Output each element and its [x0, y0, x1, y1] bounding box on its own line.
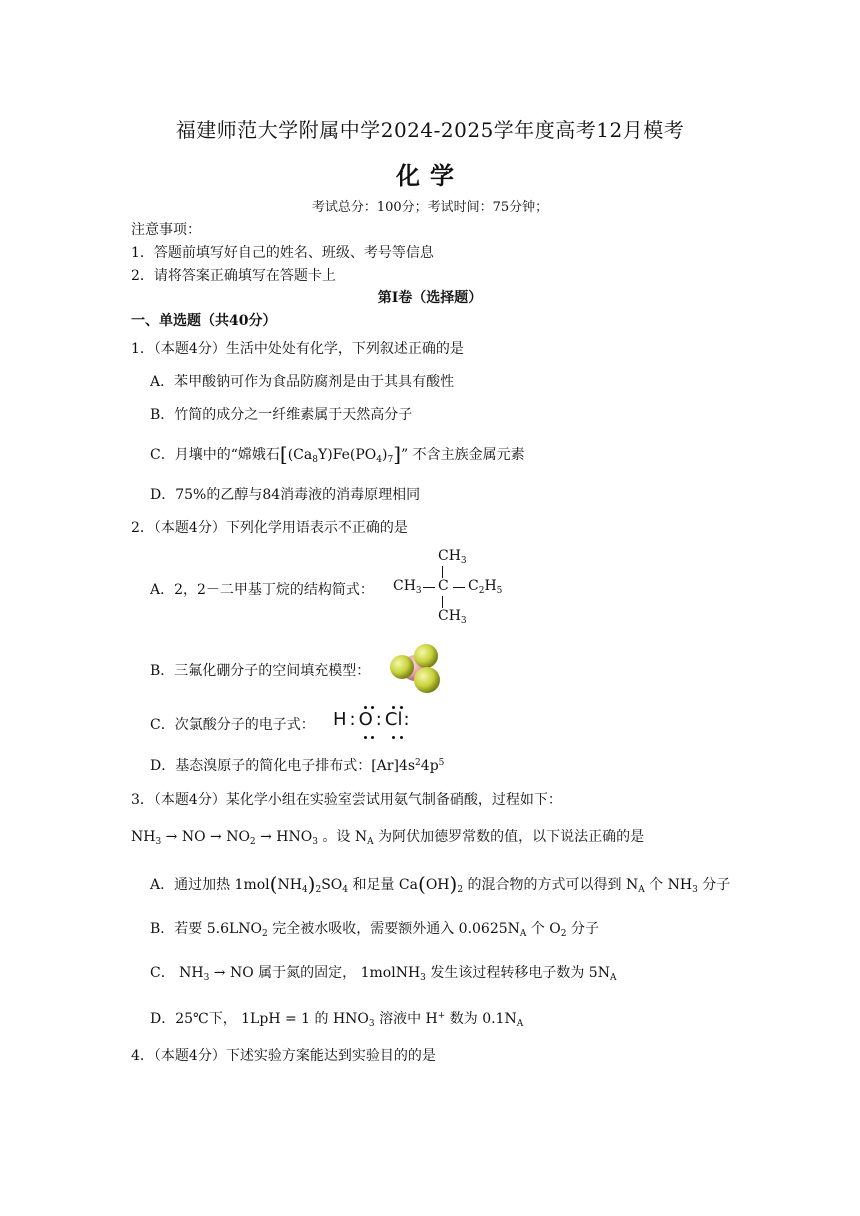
question-2-option-b: B．三氟化硼分子的空间填充模型：	[150, 663, 371, 679]
bond-vertical	[442, 596, 443, 608]
fluorine-atom	[390, 655, 414, 679]
exam-title: 福建师范大学附属中学2024-2025学年度高考12月模考	[175, 118, 685, 142]
question-4-stem: 4．（本题4分）下述实验方案能达到实验目的的是	[131, 1048, 436, 1064]
fluorine-atom	[414, 667, 440, 693]
lone-pair-dot	[364, 706, 367, 709]
methyl-left: $CH_3$	[393, 578, 422, 596]
bf3-space-filling-model	[385, 640, 447, 696]
question-1-option-a: A．苯甲酸钠可作为食品防腐剂是由于其具有酸性	[150, 374, 455, 390]
question-1-option-d: D．75%的乙醇与84消毒液的消毒原理相同	[150, 487, 421, 503]
question-2-stem: 2．（本题4分）下列化学用语表示不正确的是	[131, 520, 408, 536]
exam-meta: 考试总分：100分；考试时间：75分钟；	[311, 200, 549, 215]
bond-vertical	[442, 566, 443, 578]
lone-pair-dot	[371, 736, 374, 739]
question-3-reaction-line: $NH_3$ → NO → $NO_2 \to HNO_3$ 。设 $N_A$ 为阿伏加德罗常数的值，以下说法正确的是	[131, 829, 645, 847]
lone-pair-dot	[364, 736, 367, 739]
question-1-stem: 1．（本题4分）生活中处处有化学，下列叙述正确的是	[131, 341, 464, 357]
methyl-bottom: $CH_3$	[438, 608, 467, 626]
section-title: 一、单选题（共40分）	[131, 313, 277, 329]
question-2-option-c: C．次氯酸分子的电子式：	[150, 717, 315, 733]
question-3-option-d: D．25℃下， 1LpH = 1 的 $HNO_3$ 溶液中 H+ 数为 $0.1N_A$	[150, 1011, 524, 1029]
notice-item: 2．请将答案正确填写在答题卡上	[131, 268, 336, 284]
lone-pair-dot	[400, 736, 403, 739]
atom-cl: Cl	[384, 709, 403, 730]
notice-item: 1．答题前填写好自己的姓名、班级、考号等信息	[131, 245, 434, 261]
lone-pair-dot	[392, 736, 395, 739]
ethyl-right: $C_2H_5$	[468, 578, 503, 596]
question-3-option-a: A．通过加热 $1mol(NH_4)_2SO_4$ 和足量 $Ca(OH)_2$ 的混合物的方式可以得到 $N_A$ 个 $NH_3$ 分子	[150, 872, 731, 896]
lone-pair-dot	[371, 706, 374, 709]
question-2-option-a: A．2，2－二甲基丁烷的结构简式：	[150, 582, 374, 598]
lone-pair-dot	[400, 706, 403, 709]
lone-pair-dot	[392, 706, 395, 709]
central-carbon: C	[438, 578, 449, 594]
methyl-top: $CH_3$	[438, 548, 467, 566]
question-1-option-c: C．月壤中的“嫦娥石$[(Ca_8Y)Fe(PO_4)_7]$” 不含主族金属元素	[150, 442, 525, 466]
option-c-prefix: C．月壤中的“嫦娥石	[150, 447, 280, 463]
chang-e-stone-formula: $(Ca_8Y)Fe(PO_4)_7$	[287, 447, 394, 465]
bond-horizontal	[453, 587, 465, 588]
fluorine-atom	[414, 644, 438, 668]
notice-label: 注意事项：	[131, 222, 201, 238]
part-title: 第Ⅰ卷（选择题）	[377, 290, 483, 306]
atom-o: O	[358, 709, 373, 730]
question-3-option-c: C． $NH_3$ → NO 属于氮的固定， 1molNH$_3$ 发生该过程转移电子数为 $5N_A$	[150, 965, 617, 983]
option-c-suffix: ” 不含主族金属元素	[401, 447, 525, 463]
hclo-electron-formula: H : O : Cl:	[333, 709, 410, 730]
subject-title: 化学	[396, 161, 464, 190]
atom-h: H	[333, 709, 347, 730]
bond-horizontal	[423, 587, 435, 588]
question-1-option-b: B．竹简的成分之一纤维素属于天然高分子	[150, 407, 413, 423]
question-3-stem: 3．（本题4分）某化学小组在实验室尝试用氨气制备硝酸，过程如下：	[131, 792, 562, 808]
question-2-option-d: D．基态溴原子的简化电子排布式：$[Ar]4s^24p^5$	[150, 758, 445, 774]
structural-formula	[393, 548, 523, 628]
question-3-option-b: B．若要 $5.6LNO_2$ 完全被水吸收，需要额外通入 $0.0625N_A$ 个 $O_2$ 分子	[150, 921, 599, 939]
